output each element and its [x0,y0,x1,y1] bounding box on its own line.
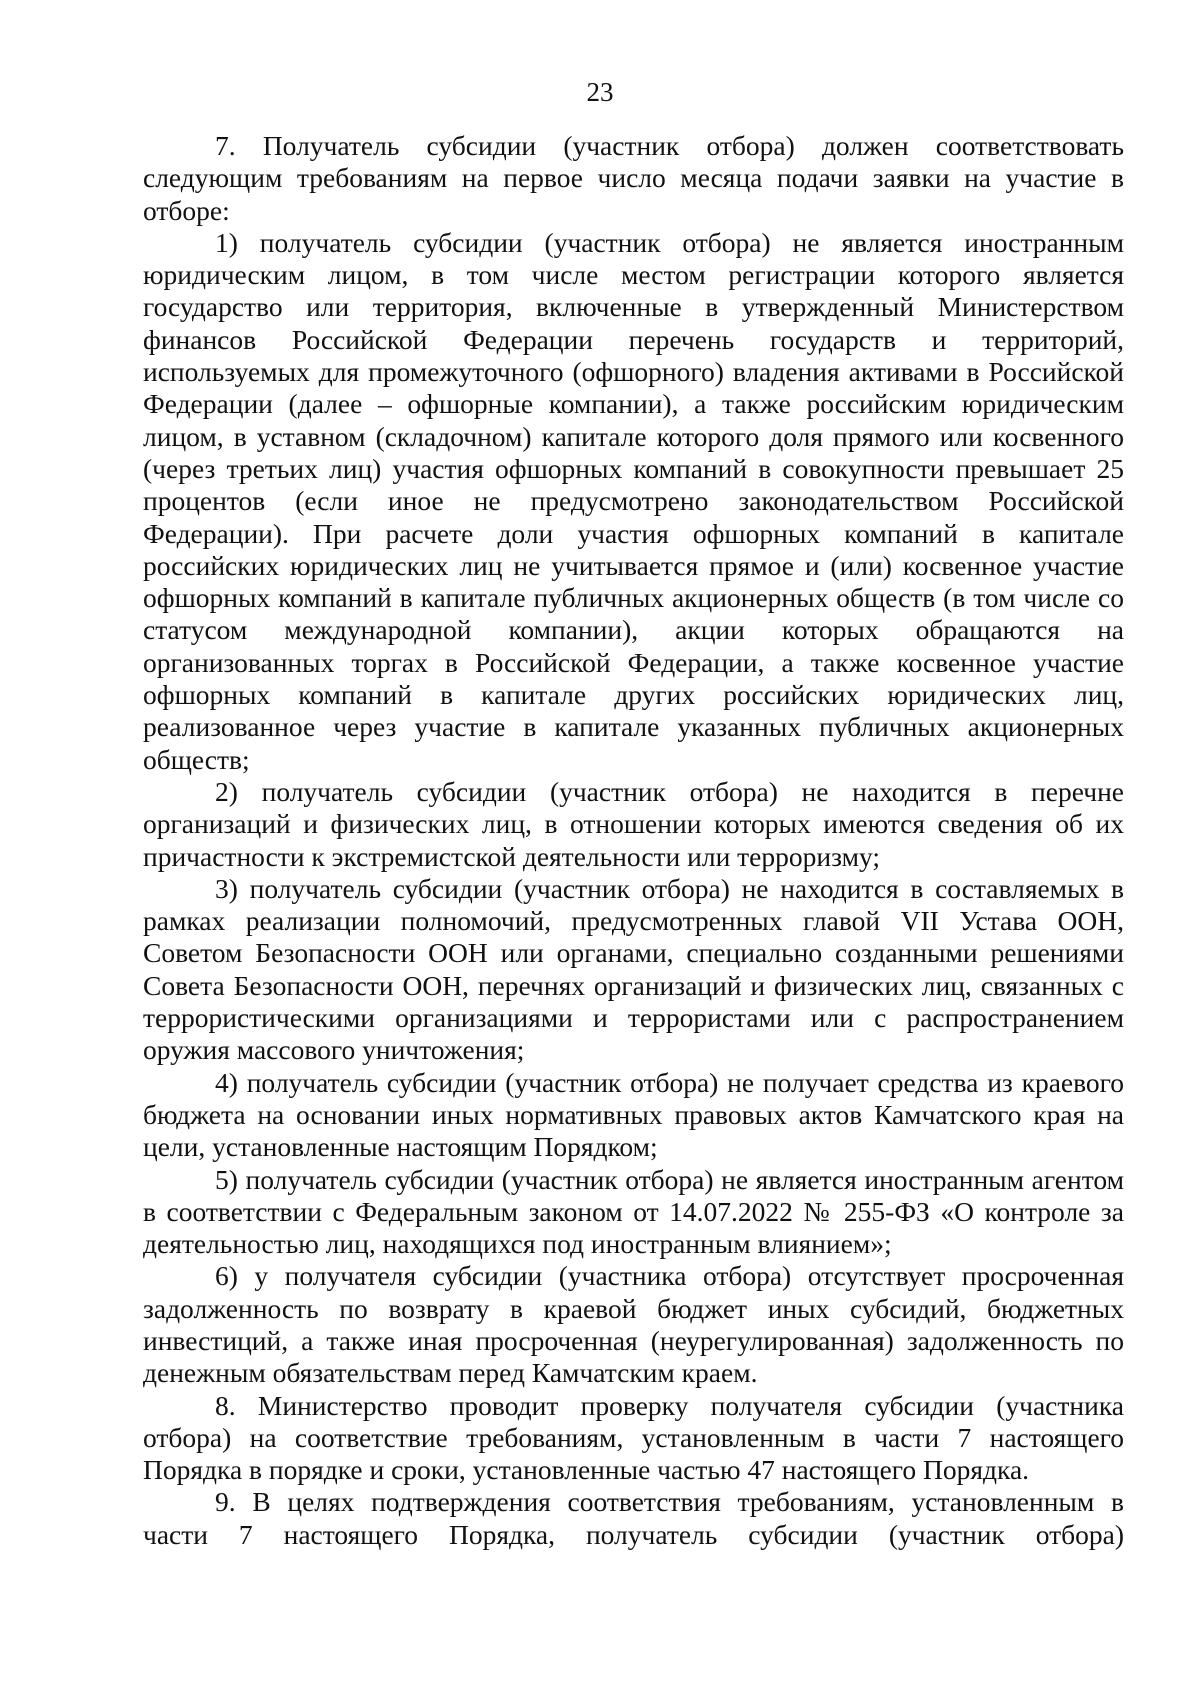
document-body [143,130,1124,1551]
paragraph-section-9: 9. В целях подтверждения соответствия требованиям, установленным в части 7 настоящего Порядка, получатель субсидии (участник отбора) [143,1486,1124,1550]
paragraph-section-8: 8. Министерство проводит проверку получателя субсидии (участника отбора) на соответствие требованиям, установленным в части 7 настоящего Порядка в порядке и сроки, установленные частью 47 настоящего Порядка. [143,1389,1124,1486]
page-number: 23 [586,77,614,107]
paragraph-item-2: 2) получатель субсидии (участник отбора) не находится в перечне организаций и физических лиц, в отношении которых имеются сведения об их причастности к экстремистской деятельности или терроризму; [143,775,1124,872]
paragraph-item-1: 1) получатель субсидии (участник отбора) не является иностранным юридическим лицом, в том числе местом регистрации которого является государство или территория, включенные в утвержденный Министерством финансов Российской Федерации перечень государств и территорий, используемых для промежуточного (офшорного) владения активами в Российской Федерации (далее – офшорные компании), а также российским юридическим лицом, в уставном (складочном) капитале которого доля прямого или косвенного (через третьих лиц) участия офшорных компаний в совокупности превышает 25 процентов (если иное не предусмотрено законодательством Российской Федерации). При расчете доли участия офшорных компаний в капитале российских юридических лиц не учитывается прямое и (или) косвенное участие офшорных компаний в капитале публичных акционерных обществ (в том числе со статусом международной компании), акции которых обращаются на организованных торгах в Российской Федерации, а также косвенное участие офшорных компаний в капитале других российских юридических лиц, реализованное через участие в капитале указанных публичных акционерных обществ; [143,226,1124,775]
paragraph-item-6: 6) у получателя субсидии (участника отбора) отсутствует просроченная задолженность по возврату в краевой бюджет иных субсидий, бюджетных инвестиций, а также иная просроченная (неурегулированная) задолженность по денежным обязательствам перед Камчатским краем. [143,1260,1124,1389]
paragraph-item-4: 4) получатель субсидии (участник отбора) не получает средства из краевого бюджета на основании иных нормативных правовых актов Камчатского края на цели, установленные настоящим Порядком; [143,1066,1124,1163]
paragraph-section-7: 7. Получатель субсидии (участник отбора) должен соответствовать следующим требованиям на первое число месяца подачи заявки на участие в отборе: [143,130,1124,226]
paragraph-item-3: 3) получатель субсидии (участник отбора) не находится в составляемых в рамках реализации полномочий, предусмотренных главой VII Устава ООН, Советом Безопасности ООН или органами, специально созданными решениями Совета Безопасности ООН, перечнях организаций и физических лиц, связанных с террористическими организациями и террористами или с распространением оружия массового уничтожения; [143,872,1124,1066]
paragraph-item-5: 5) получатель субсидии (участник отбора) не является иностранным агентом в соответствии с Федеральным законом от 14.07.2022 № 255-ФЗ «О контроле за деятельностью лиц, находящихся под иностранным влиянием»; [143,1163,1124,1260]
